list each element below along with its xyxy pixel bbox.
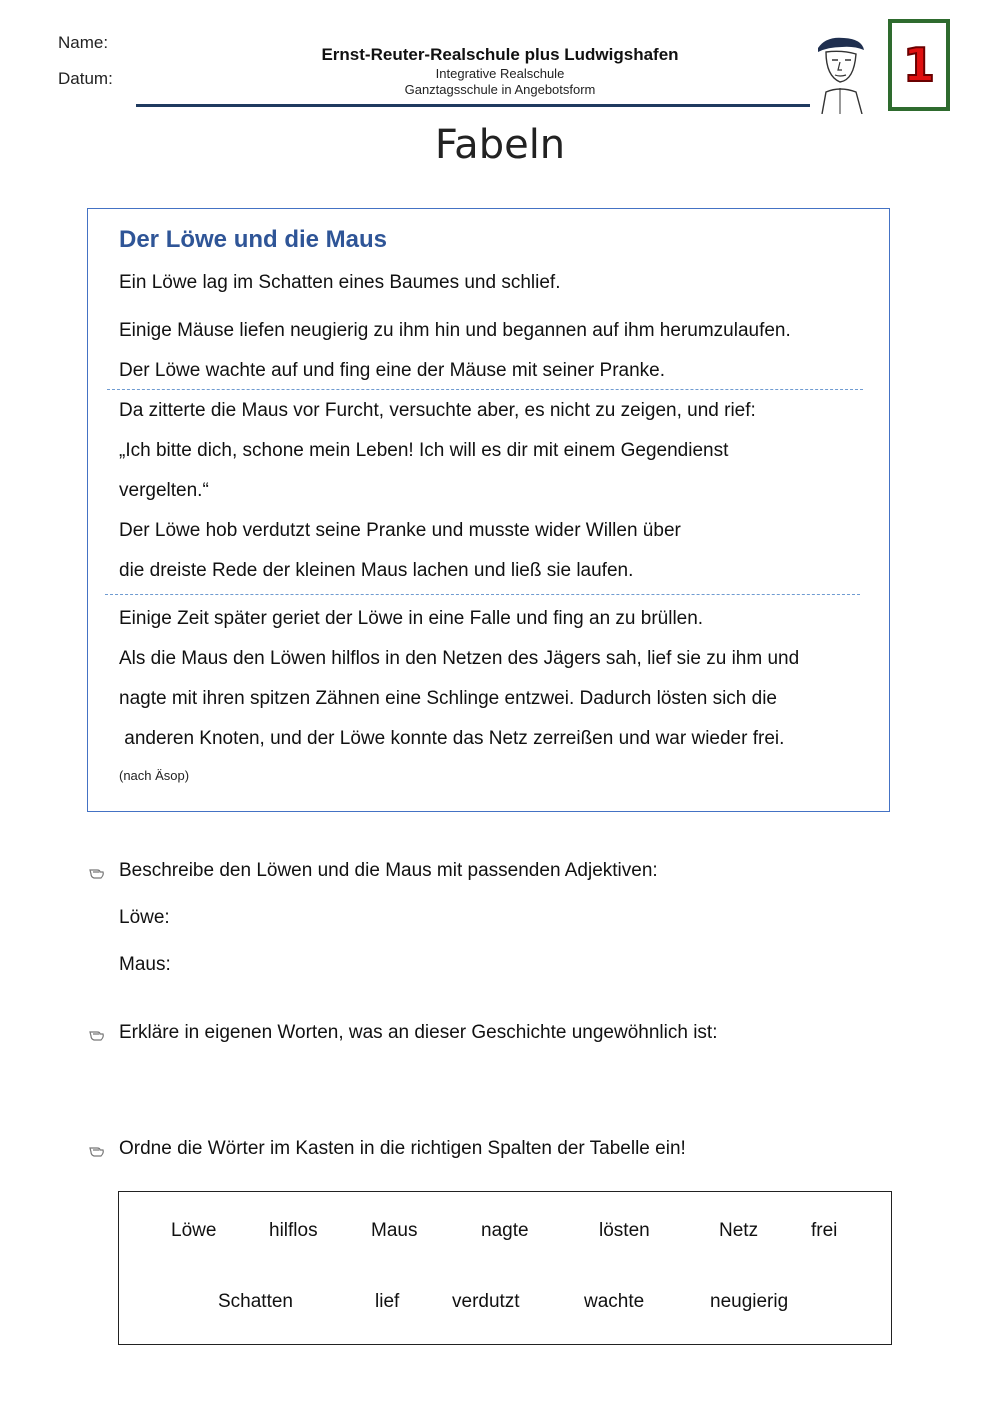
paragraph-divider — [105, 594, 860, 595]
story-line: Der Löwe wachte auf und fing eine der Mäuse mit seiner Pranke. — [119, 360, 666, 381]
story-line: vergelten.“ — [119, 480, 209, 501]
pointing-hand-icon — [88, 1025, 106, 1043]
word-item[interactable]: Schatten — [218, 1291, 293, 1312]
word-item[interactable]: hilflos — [269, 1220, 318, 1241]
pointing-hand-icon — [88, 1141, 106, 1159]
paragraph-divider — [107, 389, 863, 390]
story-line: nagte mit ihren spitzen Zähnen eine Schlinge entzwei. Dadurch lösten sich die — [119, 688, 777, 709]
task-describe-adjectives: Beschreibe den Löwen und die Maus mit passenden Adjektiven: — [119, 860, 658, 881]
story-box — [87, 208, 890, 812]
story-line: Einige Zeit später geriet der Löwe in eine Falle und fing an zu brüllen. — [119, 608, 704, 629]
word-item[interactable]: verdutzt — [452, 1291, 520, 1312]
school-form: Ganztagsschule in Angebotsform — [404, 82, 596, 97]
story-line: Ein Löwe lag im Schatten eines Baumes und schlief. — [119, 272, 561, 293]
word-item[interactable]: lief — [375, 1291, 400, 1312]
badge-number: 1 — [902, 38, 935, 92]
story-line: Einige Mäuse liefen neugierig zu ihm hin und begannen auf ihm herumzulaufen. — [119, 320, 791, 341]
word-item[interactable]: lösten — [599, 1220, 650, 1241]
story-title: Der Löwe und die Maus — [119, 226, 388, 253]
worksheet-number-badge — [888, 19, 950, 111]
story-line: anderen Knoten, und der Löwe konnte das Netz zerreißen und war wieder frei. — [119, 728, 785, 749]
word-item[interactable]: wachte — [584, 1291, 645, 1312]
story-source: (nach Äsop) — [119, 768, 190, 783]
name-label: Name: — [58, 33, 109, 52]
task-sort-words: Ordne die Wörter im Kasten in die richtigen Spalten der Tabelle ein! — [119, 1138, 686, 1159]
task-explain-unusual: Erkläre in eigenen Worten, was an dieser Geschichte ungewöhnlich ist: — [119, 1022, 718, 1043]
word-item[interactable]: neugierig — [710, 1291, 789, 1312]
portrait-drawing-icon — [812, 30, 872, 114]
mouse-answer-label: Maus: — [119, 954, 171, 975]
word-item[interactable]: Maus — [371, 1220, 418, 1241]
pointing-hand-icon — [88, 863, 106, 881]
word-box — [118, 1191, 892, 1345]
school-type: Integrative Realschule — [435, 66, 565, 81]
header-divider — [136, 104, 810, 107]
word-item[interactable]: frei — [811, 1220, 838, 1241]
story-line: „Ich bitte dich, schone mein Leben! Ich will es dir mit einem Gegendienst — [119, 440, 729, 461]
word-item[interactable]: nagte — [481, 1220, 529, 1241]
story-line: Als die Maus den Löwen hilflos in den Netzen des Jägers sah, lief sie zu ihm und — [119, 648, 800, 669]
word-item[interactable]: Netz — [719, 1220, 759, 1241]
story-line: Da zitterte die Maus vor Furcht, versuchte aber, es nicht zu zeigen, und rief: — [119, 400, 756, 421]
lion-answer-label: Löwe: — [119, 907, 170, 928]
school-name: Ernst-Reuter-Realschule plus Ludwigshafen — [321, 45, 679, 64]
story-line: Der Löwe hob verdutzt seine Pranke und musste wider Willen über — [119, 520, 681, 541]
word-item[interactable]: Löwe — [171, 1220, 217, 1241]
page-title: Fabeln — [434, 122, 566, 168]
date-label: Datum: — [58, 69, 113, 88]
story-line: die dreiste Rede der kleinen Maus lachen und ließ sie laufen. — [119, 560, 634, 581]
